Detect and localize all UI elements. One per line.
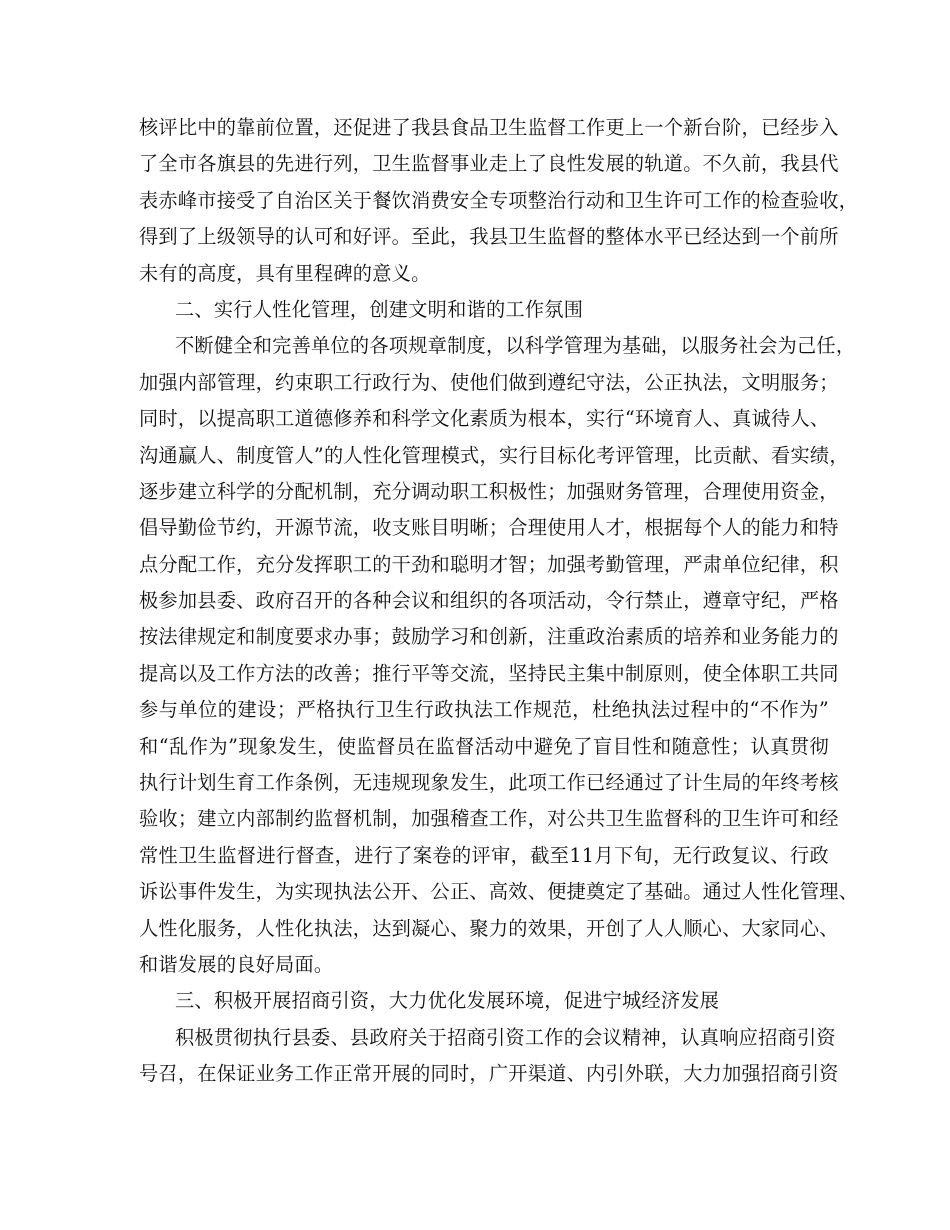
text-line: 核评比中的靠前位置，还促进了我县食品卫生监督工作更上一个新台阶，已经步入	[139, 116, 839, 139]
document-body	[139, 110, 859, 1093]
text-line: 二、实行人性化管理，创建文明和谐的工作氛围	[175, 297, 584, 321]
text-line: 极参加县委、政府召开的各种会议和组织的各项活动，令行禁止，遵章守纪，严格	[139, 589, 839, 613]
text-line: 人性化服务，人性化执法，达到凝心、聚力的效果，开创了人人顺心、大家同心、	[139, 916, 839, 940]
text-line: 按法律规定和制度要求办事；鼓励学习和创新，注重政治素质的培养和业务能力的	[139, 625, 839, 649]
text-line: 参与单位的建设；严格执行卫生行政执法工作规范，杜绝执法过程中的“不作为”	[139, 698, 829, 722]
text-line: 积极贯彻执行县委、县政府关于招商引资工作的会议精神，认真响应招商引资	[175, 1025, 836, 1049]
text-line: 验收；建立内部制约监督机制，加强稽查工作，对公共卫生监督科的卫生许可和经	[139, 807, 839, 831]
text-line: 了全市各旗县的先进行列，卫生监督事业走上了良性发展的轨道。不久前，我县代	[139, 152, 839, 176]
text-line: 诉讼事件发生，为实现执法公开、公正、高效、便捷奠定了基础。通过人性化管理、	[139, 880, 859, 904]
text-line: 同时，以提高职工道德修养和科学文化素质为根本，实行“环境育人、真诚待人、	[139, 407, 830, 431]
text-line: 和“乱作为”现象发生，使监督员在监督活动中避免了盲目性和随意性；认真贯彻	[139, 734, 829, 758]
text-line: 表赤峰市接受了自治区关于餐饮消费安全专项整治行动和卫生许可工作的检查验收，	[139, 188, 859, 212]
text-line: 点分配工作，充分发挥职工的干劲和聪明才智；加强考勤管理，严肃单位纪律，积	[139, 552, 839, 576]
text-line: 不断健全和完善单位的各项规章制度，以科学管理为基础，以服务社会为己任，	[175, 334, 856, 358]
text-line: 提高以及工作方法的改善；推行平等交流，坚持民主集中制原则，使全体职工共同	[139, 661, 839, 685]
text-line: 沟通赢人、制度管人”的人性化管理模式，实行目标化考评管理，比贡献、看实绩，	[139, 443, 849, 467]
text-line: 未有的高度，具有里程碑的意义。	[139, 261, 431, 285]
text-line: 和谐发展的良好局面。	[139, 952, 334, 976]
text-line: 常性卫生监督进行督查，进行了案卷的评审，截至11月下旬，无行政复议、行政	[139, 843, 829, 867]
text-line: 号召，在保证业务工作正常开展的同时，广开渠道、内引外联，大力加强招商引资	[139, 1062, 839, 1086]
text-line: 三、积极开展招商引资，大力优化发展环境，促进宁城经济发展	[175, 989, 720, 1013]
text-line: 得到了上级领导的认可和好评。至此，我县卫生监督的整体水平已经达到一个前所	[139, 225, 839, 249]
text-line: 执行计划生育工作条例，无违规现象发生，此项工作已经通过了计生局的年终考核	[139, 771, 839, 795]
text-line: 逐步建立科学的分配机制，充分调动职工积极性；加强财务管理，合理使用资金，	[139, 479, 839, 503]
text-line: 倡导勤俭节约，开源节流，收支账目明晰；合理使用人才，根据每个人的能力和特	[139, 516, 839, 540]
text-line: 加强内部管理，约束职工行政行为、使他们做到遵纪守法，公正执法，文明服务；	[139, 370, 839, 394]
